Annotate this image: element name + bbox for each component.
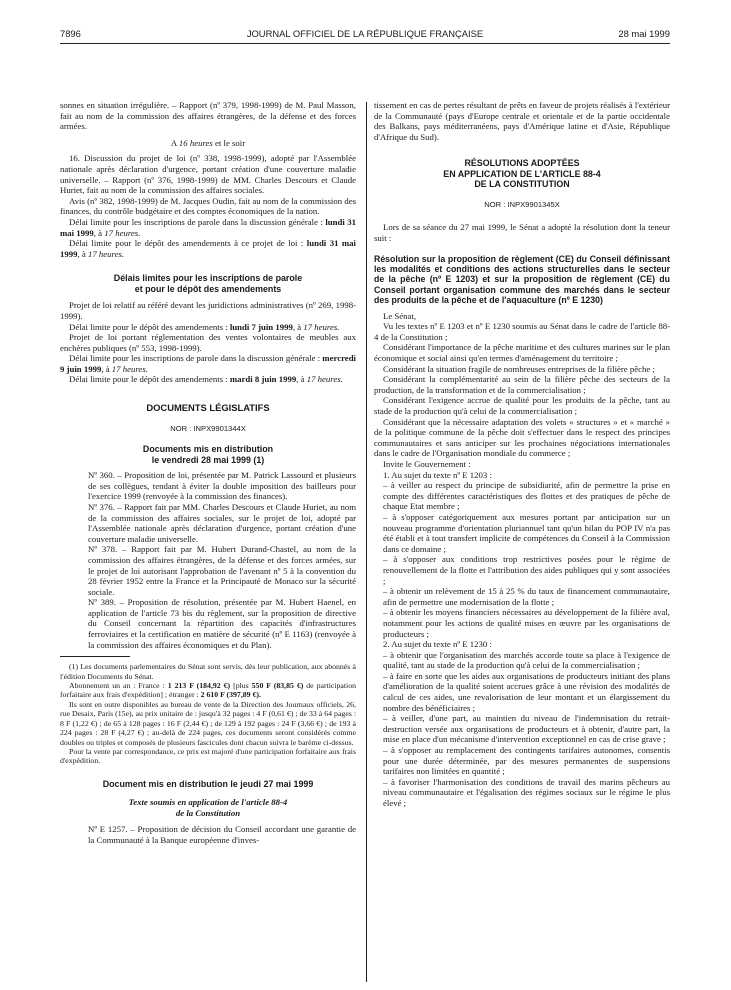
column-divider <box>366 102 367 982</box>
section-heading: Document mis en distribution le jeudi 27 mai 1999 <box>102 778 314 789</box>
paragraph: Avis (nº 382, 1998-1999) de M. Jacques Oudin, fait au nom de la commission des finances, du contrôle budgétaire et des comptes économiques de la nation. <box>60 195 356 217</box>
deadline: Délai limite pour les inscriptions de parole dans la discussion générale : mercredi 9 juin 1999, à 17 heures. <box>60 353 356 374</box>
session-time: A 16 heures et le soir <box>170 137 246 148</box>
resolution-heading: Résolution sur la proposition de règlement (CE) du Conseil définissant les modalités et conditions des actions structurelles dans le secteur de la pêche (nº E 1203) et sur la proposition de règlement (CE) du Conseil portant organisation commune des marchés dans le secteur des produits de la pêche et de l'aquaculture (nº E 1230) <box>374 253 670 306</box>
document-entry: Nº 378. – Rapport fait par M. Hubert Durand-Chastel, au nom de la commission des affaires étrangères, de la défense et des forces armées, sur le projet de loi autorisant l'approbation de l'avenant nº 5 à la convention du 28 février 1952 entre la France et la Principauté de Monaco sur la sécurité sociale. <box>88 544 357 597</box>
section-heading: Documents mis en distribution le vendredi 28 mai 1999 (1) <box>142 444 274 465</box>
dash-item: – à obtenir les moyens financiers nécessaires au développement de la filière aval, notamment pour les actions de qualité mises en œuvre par les organisations de producteurs ; <box>383 607 670 639</box>
right-column <box>374 100 670 809</box>
considerant: Invite le Gouvernement : <box>383 459 471 469</box>
paragraph: Projet de loi relatif au référé devant les juridictions administratives (nº 269, 1998-1999). <box>60 300 356 321</box>
dash-item: – à faire en sorte que les aides aux organisations de producteurs initiant des plans d'amélioration de la qualité soient accrues grâce à une révision des modalités de calcul de ces aides, une revalorisation de leur montant et un élargissement du nombre des bénéficiaires ; <box>383 670 670 713</box>
document-list <box>60 470 356 650</box>
paragraph: sonnes en situation irrégulière. – Rapport (nº 379, 1998-1999) de M. Paul Masson, fait au nom de la commission des affaires étrangères, de la défense et des forces armées. <box>60 100 356 132</box>
dash-item: – à s'opposer catégoriquement aux mesures portant par anticipation sur un nouveau programme d'orientation pluriannuel tant qu'un bilan du POP IV n'a pas été établi et à tout transfert implicite de compétences du Conseil à la Commission dans ce domaine ; <box>383 511 670 554</box>
subheading: Texte soumis en application de l'article 88-4 de la Constitution <box>128 797 288 818</box>
document-entry: Nº 376. – Rapport fait par MM. Charles Descours et Claude Huriet, au nom de la commission des affaires sociales, sur le projet de loi, adopté par l'Assemblée nationale après déclaration d'urgence, portant création d'une couverture maladie universelle. <box>88 501 357 544</box>
paragraph: tissement en cas de pertes résultant de prêts en faveur de projets réalisés à l'extérieur de la Communauté (pays d'Europe centrale et orientale et de la partie occidentale des Balkans, pays méditerranéens, pays d'Amérique latine et d'Asie, République d'Afrique du Sud). <box>374 100 670 142</box>
dash-list <box>374 480 670 639</box>
paragraph: Lors de sa séance du 27 mai 1999, le Sénat a adopté la résolution dont la teneur suit : <box>374 222 670 244</box>
left-column <box>60 100 356 846</box>
header-rule <box>60 43 670 44</box>
considerant: Considérant l'exigence accrue de qualité pour les produits de la pêche, tant au stade de la production qu'à celui de la commercialisation ; <box>374 395 670 417</box>
section-label: 2. Au sujet du texte nº E 1230 : <box>383 639 492 650</box>
paragraph: Le Sénat, <box>383 310 417 321</box>
footnote: Ils sont en outre disponibles au bureau de vente de la Direction des Journaux officiels, 26, rue Desaix, Paris (15e), au prix unitaire de : jusqu'à 32 pages : 4 F (0,61 €) ; de 33 à 64 pages : 8 F (1,22 €) ; de 65 à 128 pages : 16 F (2,44 €) ; de 129 à 192 pages : 24 F (3,66 €) ; de 193 à 224 pages : 28 F (4,27 €) ; au-delà de 224 pages, ces documents seront considérés comme doubles ou triples et composés de plusieurs fascicules dont chacun suivra le barème ci-dessus. <box>60 699 356 747</box>
considerant: Considérant que la nécessaire adaptation des volets « structures » et « marché » de la politique commune de la pêche doit s'effectuer dans le respect des principes communautaires et sans anticiper sur les prochaines négociations internationales dans le cadre de l'Organisation mondiale du commerce ; <box>374 416 670 459</box>
paragraph: Projet de loi portant réglementation des ventes volontaires de meubles aux enchères publiques (nº 553, 1998-1999). <box>60 332 356 353</box>
deadline: Délai limite pour le dépôt des amendements à ce projet de loi : lundi 31 mai 1999, à 17 heures. <box>60 238 356 259</box>
paragraph: 16. Discussion du projet de loi (nº 338, 1998-1999), adopté par l'Assemblée nationale après déclaration d'urgence, portant création d'une couverture maladie universelle. – Rapport (nº 376, 1998-1999) de MM. Charles Descours et Claude Huriet, fait au nom de la commission des affaires sociales. <box>60 153 356 196</box>
dash-list <box>374 650 670 809</box>
footnote-rule <box>60 656 130 657</box>
page-header <box>60 28 670 42</box>
section-heading: RÉSOLUTIONS ADOPTÉES EN APPLICATION DE L'ARTICLE 88-4 DE LA CONSTITUTION <box>443 158 601 190</box>
dash-item: – à s'opposer au remplacement des contingents tarifaires autonomes, consentis pour une durée déterminée, par des mesures permanentes de suspensions tarifaires non limitées en quantité ; <box>383 745 670 777</box>
dash-item: – à obtenir un relèvement de 15 à 25 % du taux de financement communautaire, afin de permettre une modernisation de la flotte ; <box>383 586 670 607</box>
deadline: Délai limite pour les inscriptions de parole dans la discussion générale : lundi 31 mai 1999, à 17 heures. <box>60 216 357 238</box>
considerants <box>374 321 670 469</box>
page-date: 28 mai 1999 <box>618 28 670 39</box>
nor-reference: NOR : INPX9901344X <box>170 423 246 433</box>
nor-reference: NOR : INPX9901345X <box>484 199 560 209</box>
considerant: Considérant la situation fragile de nombreuses entreprises de la filière pêche ; <box>383 363 655 374</box>
considerant: Considérant l'importance de la pêche maritime et des cultures marines sur le plan économique et social ainsi qu'en termes d'aménagement du territoire ; <box>374 342 670 364</box>
document-entry: Nº E 1257. – Proposition de décision du Conseil accordant une garantie de la Communauté à la Banque européenne d'inves- <box>88 824 357 845</box>
dash-item: – à veiller, d'une part, au maintien du niveau de l'indemnisation du retrait-destruction versée aux organisations de producteurs et à obtenir, d'autre part, la mise en place d'un mécanisme d'intervention exceptionnel en cas de crise grave ; <box>383 713 670 745</box>
deadline: Délai limite pour le dépôt des amendements : mardi 8 juin 1999, à 17 heures. <box>69 374 343 385</box>
footnote: Abonnement un an : France : 1 213 F (184,92 €) [plus 550 F (83,85 €) de participation forfaitaire aux frais d'expédition] ; étranger : 2 610 F (397,89 €). <box>60 681 356 700</box>
deadline: Délai limite pour le dépôt des amendements : lundi 7 juin 1999, à 17 heures. <box>69 321 340 332</box>
dash-item: – à s'opposer aux conditions trop restrictives posées pour le régime de renouvellement de la flotte et l'attribution des aides publiques qui y sont associées ; <box>383 554 670 586</box>
considerant: Considérant la complémentarité au sein de la filière pêche des secteurs de la production, de la transformation et de la commercialisation ; <box>374 374 670 395</box>
journal-title: JOURNAL OFFICIEL DE LA RÉPUBLIQUE FRANÇAISE <box>246 28 484 39</box>
considerant: Vu les textes nº E 1203 et nº E 1230 soumis au Sénat dans le cadre de l'article 88-4 de la Constitution ; <box>374 321 670 342</box>
page-number: 7896 <box>60 28 81 39</box>
dash-item: – à obtenir que l'organisation des marchés accorde toute sa place à l'exigence de qualité, tant au stade de la production qu'à celui de la commercialisation ; <box>383 649 670 671</box>
section-heading: Délais limites pour les inscriptions de parole et pour le dépôt des amendements <box>113 273 303 294</box>
dash-item: – à favoriser l'harmonisation des conditions de travail des marins pêcheurs au niveau communautaire et l'égalisation des régimes sociaux sur le régime le plus élevé ; <box>383 776 670 808</box>
section-heading: DOCUMENTS LÉGISLATIFS <box>146 402 270 414</box>
section-label: 1. Au sujet du texte nº E 1203 : <box>383 469 492 480</box>
dash-item: – à veiller au respect du principe de subsidiarité, afin de permettre la prise en compte des différentes caractéristiques des flottes et des pratiques de pêche de chaque Etat membre ; <box>383 480 670 512</box>
footnote: Pour la vente par correspondance, ce prix est majoré d'une participation forfaitaire aux frais d'expédition. <box>60 746 356 766</box>
footnote: (1) Les documents parlementaires du Sénat sont servis, dès leur publication, aux abonnés à l'édition Documents du Sénat. <box>60 662 356 681</box>
document-entry: Nº 360. – Proposition de loi, présentée par M. Patrick Lassourd et plusieurs de ses collègues, tendant à éviter la double imposition des bailleurs pour l'exercice 1999 (renvoyée à la commission des finances). <box>88 470 356 502</box>
document-entry: Nº 389. – Proposition de résolution, présentée par M. Hubert Haenel, en application de l'article 73 bis du règlement, sur la proposition de directive du Conseil concernant la répartition des capacités d'infrastructures ferroviaires et la certification en matière de sécurité (nº E 1163) (renvoyée à la commission des affaires économiques et du Plan). <box>88 597 356 650</box>
